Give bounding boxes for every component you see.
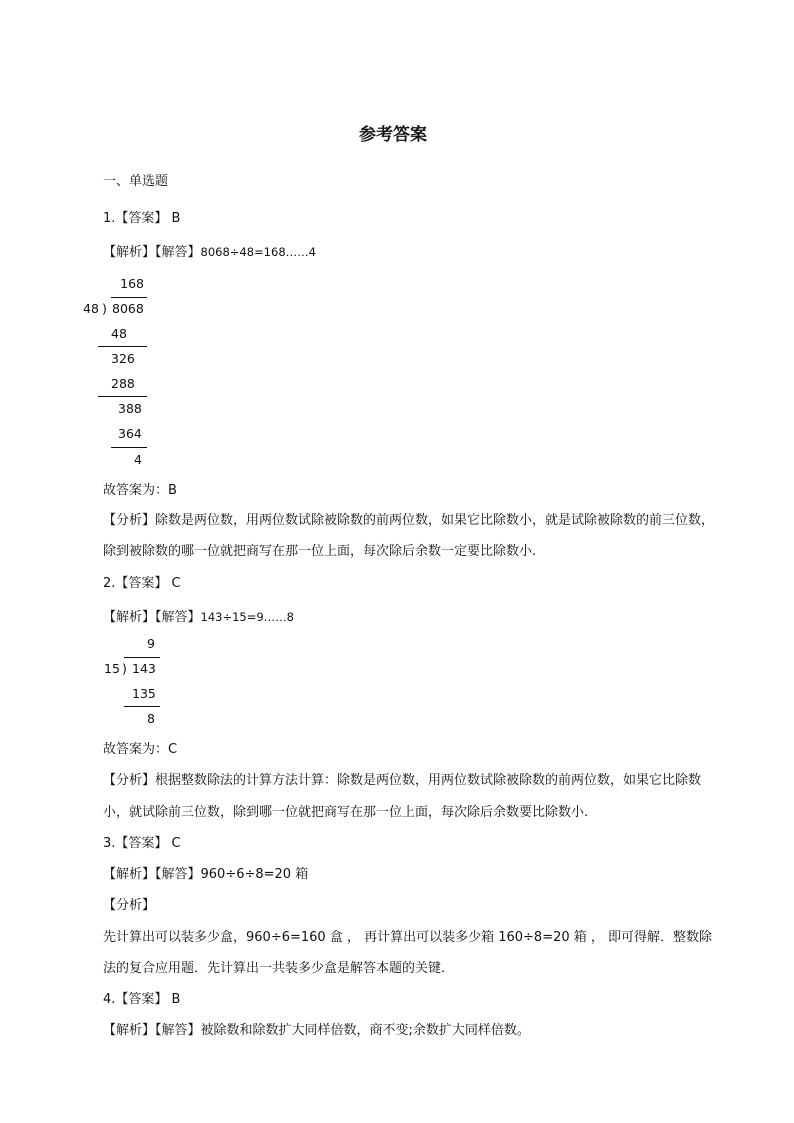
q1-divisor: 48	[83, 301, 99, 316]
q1-bracket: )	[102, 301, 107, 316]
q1-step-line	[98, 396, 147, 397]
q3-answer: 3.【答案】 C	[103, 836, 181, 851]
q2-conclusion: 故答案为：C	[103, 742, 178, 757]
q1-analysis-expr: 8068÷48=168……4	[200, 245, 316, 259]
q1-step: 388	[118, 401, 142, 416]
q1-step-line	[98, 346, 147, 347]
q3-analysis: 【解析】【解答】960÷6÷8=20 箱	[103, 867, 309, 882]
q2-analysis	[103, 608, 294, 624]
q2-fenxi-line1: 【分析】根据整数除法的计算方法计算：除数是两位数，用两位数试除被除数的前两位数，如果它比除数	[103, 773, 702, 788]
q1-quotient: 168	[120, 276, 144, 291]
q1-step: 288	[111, 376, 135, 391]
q1-analysis	[103, 243, 316, 259]
q1-step-line	[111, 447, 147, 448]
q1-vinculum	[111, 297, 147, 298]
q1-conclusion: 故答案为：B	[103, 483, 177, 498]
q3-fenxi-label: 【分析】	[103, 898, 156, 913]
q1-fenxi-line1: 【分析】除数是两位数，用两位数试除被除数的前两位数，如果它比除数小，就是试除被除数的前三位数，	[103, 513, 715, 528]
q4-answer: 4.【答案】 B	[103, 992, 181, 1007]
q2-remainder: 8	[147, 711, 155, 726]
q2-bracket: )	[122, 661, 127, 676]
q1-fenxi-line2: 除到被除数的哪一位就把商写在那一位上面，每次除后余数一定要比除数小.	[103, 544, 537, 559]
q1-analysis-label: 【解析】【解答】	[103, 245, 201, 260]
q1-answer: 1.【答案】 B	[103, 211, 181, 226]
q2-analysis-label: 【解析】【解答】	[103, 610, 201, 625]
q2-step: 135	[132, 686, 156, 701]
q1-remainder: 4	[134, 452, 142, 467]
q1-dividend: 8068	[112, 301, 144, 316]
q4-analysis: 【解析】【解答】被除数和除数扩大同样倍数，商不变;余数扩大同样倍数。	[103, 1023, 530, 1038]
page-title: 参考答案	[359, 125, 427, 145]
q2-vinculum	[124, 657, 160, 658]
q2-analysis-expr: 143÷15=9……8	[200, 610, 295, 624]
q2-divisor: 15	[104, 661, 120, 676]
q2-answer: 2.【答案】 C	[103, 576, 181, 591]
q1-step: 48	[111, 326, 127, 341]
q2-quotient: 9	[147, 636, 155, 651]
q1-step: 364	[118, 426, 142, 441]
q3-line2: 法的复合应用题．先计算出一共装多少盒是解答本题的关键．	[103, 961, 455, 976]
section-heading: 一、单选题	[103, 174, 169, 189]
q2-dividend: 143	[132, 661, 156, 676]
q2-fenxi-line2: 小，就试除前三位数，除到哪一位就把商写在那一位上面，每次除后余数要比除数小.	[103, 805, 589, 820]
q1-step: 326	[111, 351, 135, 366]
q2-step-line	[124, 706, 160, 707]
q3-line1: 先计算出可以装多少盒，960÷6=160 盒 ， 再计算出可以装多少箱 160÷8=20 箱 ， 即可得解．整数除	[103, 930, 713, 945]
